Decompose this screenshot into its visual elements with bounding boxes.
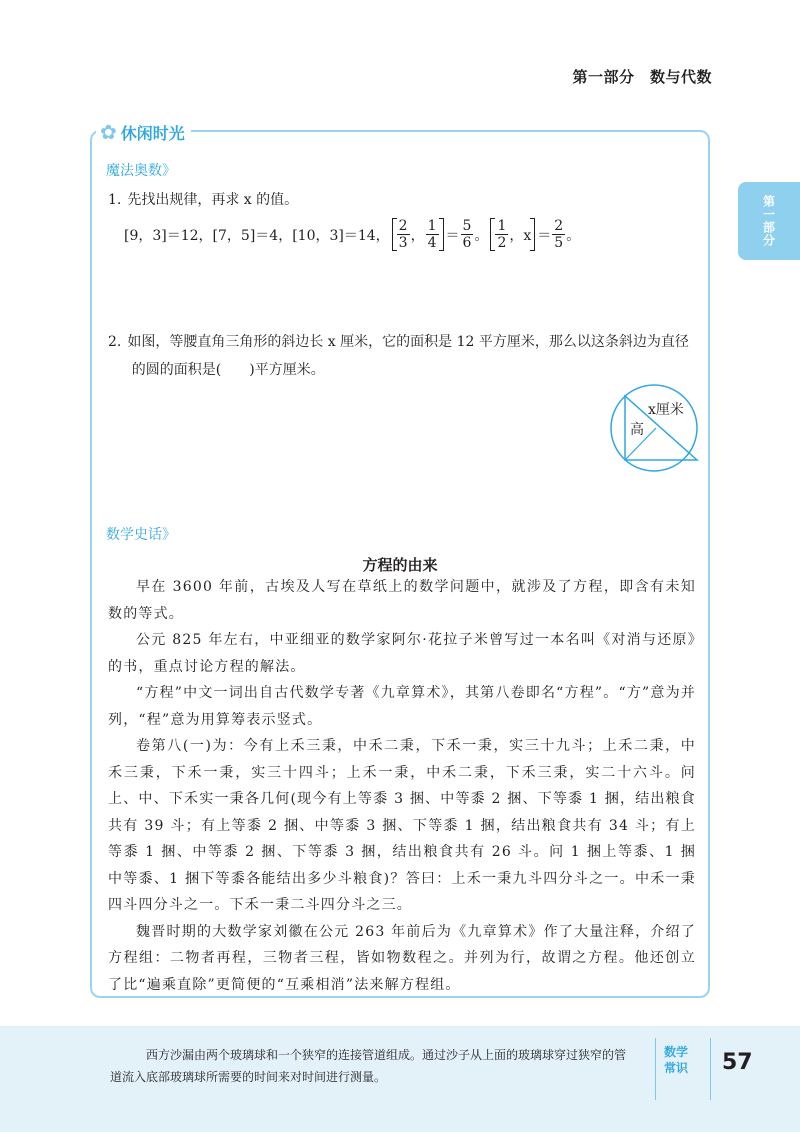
history-title: 方程的由来 [362, 556, 438, 574]
frac-num: 5 [462, 218, 472, 234]
circle-shape [611, 385, 697, 471]
x-variable: ，x [509, 227, 532, 244]
side-tab-label: 第一部分 [761, 195, 776, 247]
bracket-1 [392, 218, 444, 251]
frac-den: 4 [427, 235, 437, 251]
history-body [108, 574, 696, 998]
flower-icon: ✿ [100, 120, 117, 144]
frac-den: 5 [554, 235, 564, 251]
magic-section-label: 魔法奥数》 [106, 163, 176, 179]
history-section-label: 数学史话》 [106, 527, 176, 543]
problem-2-number: 2. [108, 334, 122, 350]
footer-divider [655, 1038, 656, 1100]
footer-label: 数学常识 [664, 1045, 689, 1075]
fraction-2-5 [552, 218, 565, 251]
period-sep: 。 [474, 227, 489, 244]
footer-divider [710, 1038, 711, 1100]
problem-1-equations [124, 218, 580, 251]
fraction-1-2 [495, 218, 508, 251]
frac-num: 1 [427, 218, 437, 234]
history-paragraph: 魏晋时期的大数学家刘徽在公元 263 年前后为《九章算术》作了大量注释，介绍了方程组：二物者再程，三物者三程，皆如物数程之。并列为行，故谓之方程。他还创立了比“遍乘直除”更简便的“互乘相消”法来解方程组。 [108, 923, 696, 993]
history-paragraph: “方程”中文一词出自古代数学专著《九章算术》，其第八卷即名“方程”。“方”意为并列，“程”意为用算筹表示竖式。 [108, 685, 696, 728]
eq-part-a: [9，3]＝12，[7，5]＝4，[10，3]＝14， [124, 227, 390, 244]
frac-num: 1 [497, 218, 507, 234]
problem-1-text: 先找出规律，再求 x 的值。 [127, 192, 299, 208]
bracket-2 [490, 218, 535, 251]
problem-1-number: 1. [108, 192, 122, 208]
frac-den: 6 [462, 235, 472, 251]
history-paragraph: 公元 825 年左右，中亚细亚的数学家阿尔·花拉子米曾写过一本名叫《对消与还原》的书，重点讨论方程的解法。 [108, 632, 696, 675]
problem-2 [108, 328, 702, 384]
problem-2-text: 如图，等腰直角三角形的斜边长 x 厘米，它的面积是 12 平方厘米，那么以这条斜边为直径的圆的面积是( )平方厘米。 [127, 334, 689, 378]
comma-sep: ， [410, 227, 425, 244]
hypotenuse-label: x厘米 [648, 402, 684, 418]
problem-1 [108, 186, 702, 214]
frac-den: 3 [398, 235, 408, 251]
history-paragraph: 早在 3600 年前，古埃及人写在草纸上的数学问题中，就涉及了方程，即含有未知数的等式。 [108, 579, 696, 622]
fraction-5-6 [461, 218, 474, 251]
frac-num: 2 [554, 218, 564, 234]
frac-num: 2 [398, 218, 408, 234]
end-period: 。 [566, 227, 581, 244]
footer-fact-text: 西方沙漏由两个玻璃球和一个狭窄的连接管道组成。通过沙子从上面的玻璃球穿过狭窄的管道流入底部玻璃球所需要的时间来对时间进行测量。 [110, 1048, 627, 1084]
side-tab [738, 182, 800, 260]
history-paragraph: 卷第八(一)为：今有上禾三秉，中禾二秉，下禾一秉，实三十九斗；上禾二秉，中禾三秉，下禾一秉，实三十四斗；上禾一秉，中禾二秉，下禾三秉，实二十六斗。问上、中、下禾实一秉各几何(现今有上等黍 3 捆、中等黍 2 捆、下等黍 1 捆，结出粮食共有 39 斗；有上等黍 2 捆、中等黍 3 捆、下等黍 1 捆，结出粮食共有 34 斗；有上等黍 1 捆、中等黍 2 捆、下等黍 3 捆，结出粮食共有 26 斗。问 1 捆上等黍、1 捆中等黍、1 捆下等黍各能结出多少斗粮食)？答曰：上禾一秉九斗四分斗之一。中禾一秉四斗四分斗之一。下禾一秉二斗四分斗之三。 [108, 738, 696, 913]
footer [0, 1026, 800, 1132]
height-label: 高 [630, 422, 644, 438]
equals-sign: ＝ [537, 227, 552, 244]
frac-den: 2 [497, 235, 507, 251]
panel-title [96, 120, 191, 144]
equals-sign: ＝ [445, 227, 460, 244]
page-number: 57 [722, 1050, 753, 1075]
fraction-2-3 [397, 218, 410, 251]
chapter-header: 第一部分 数与代数 [572, 68, 712, 86]
panel-title-text: 休闲时光 [120, 123, 185, 143]
circle-triangle-diagram [608, 382, 700, 474]
fraction-1-4 [426, 218, 439, 251]
